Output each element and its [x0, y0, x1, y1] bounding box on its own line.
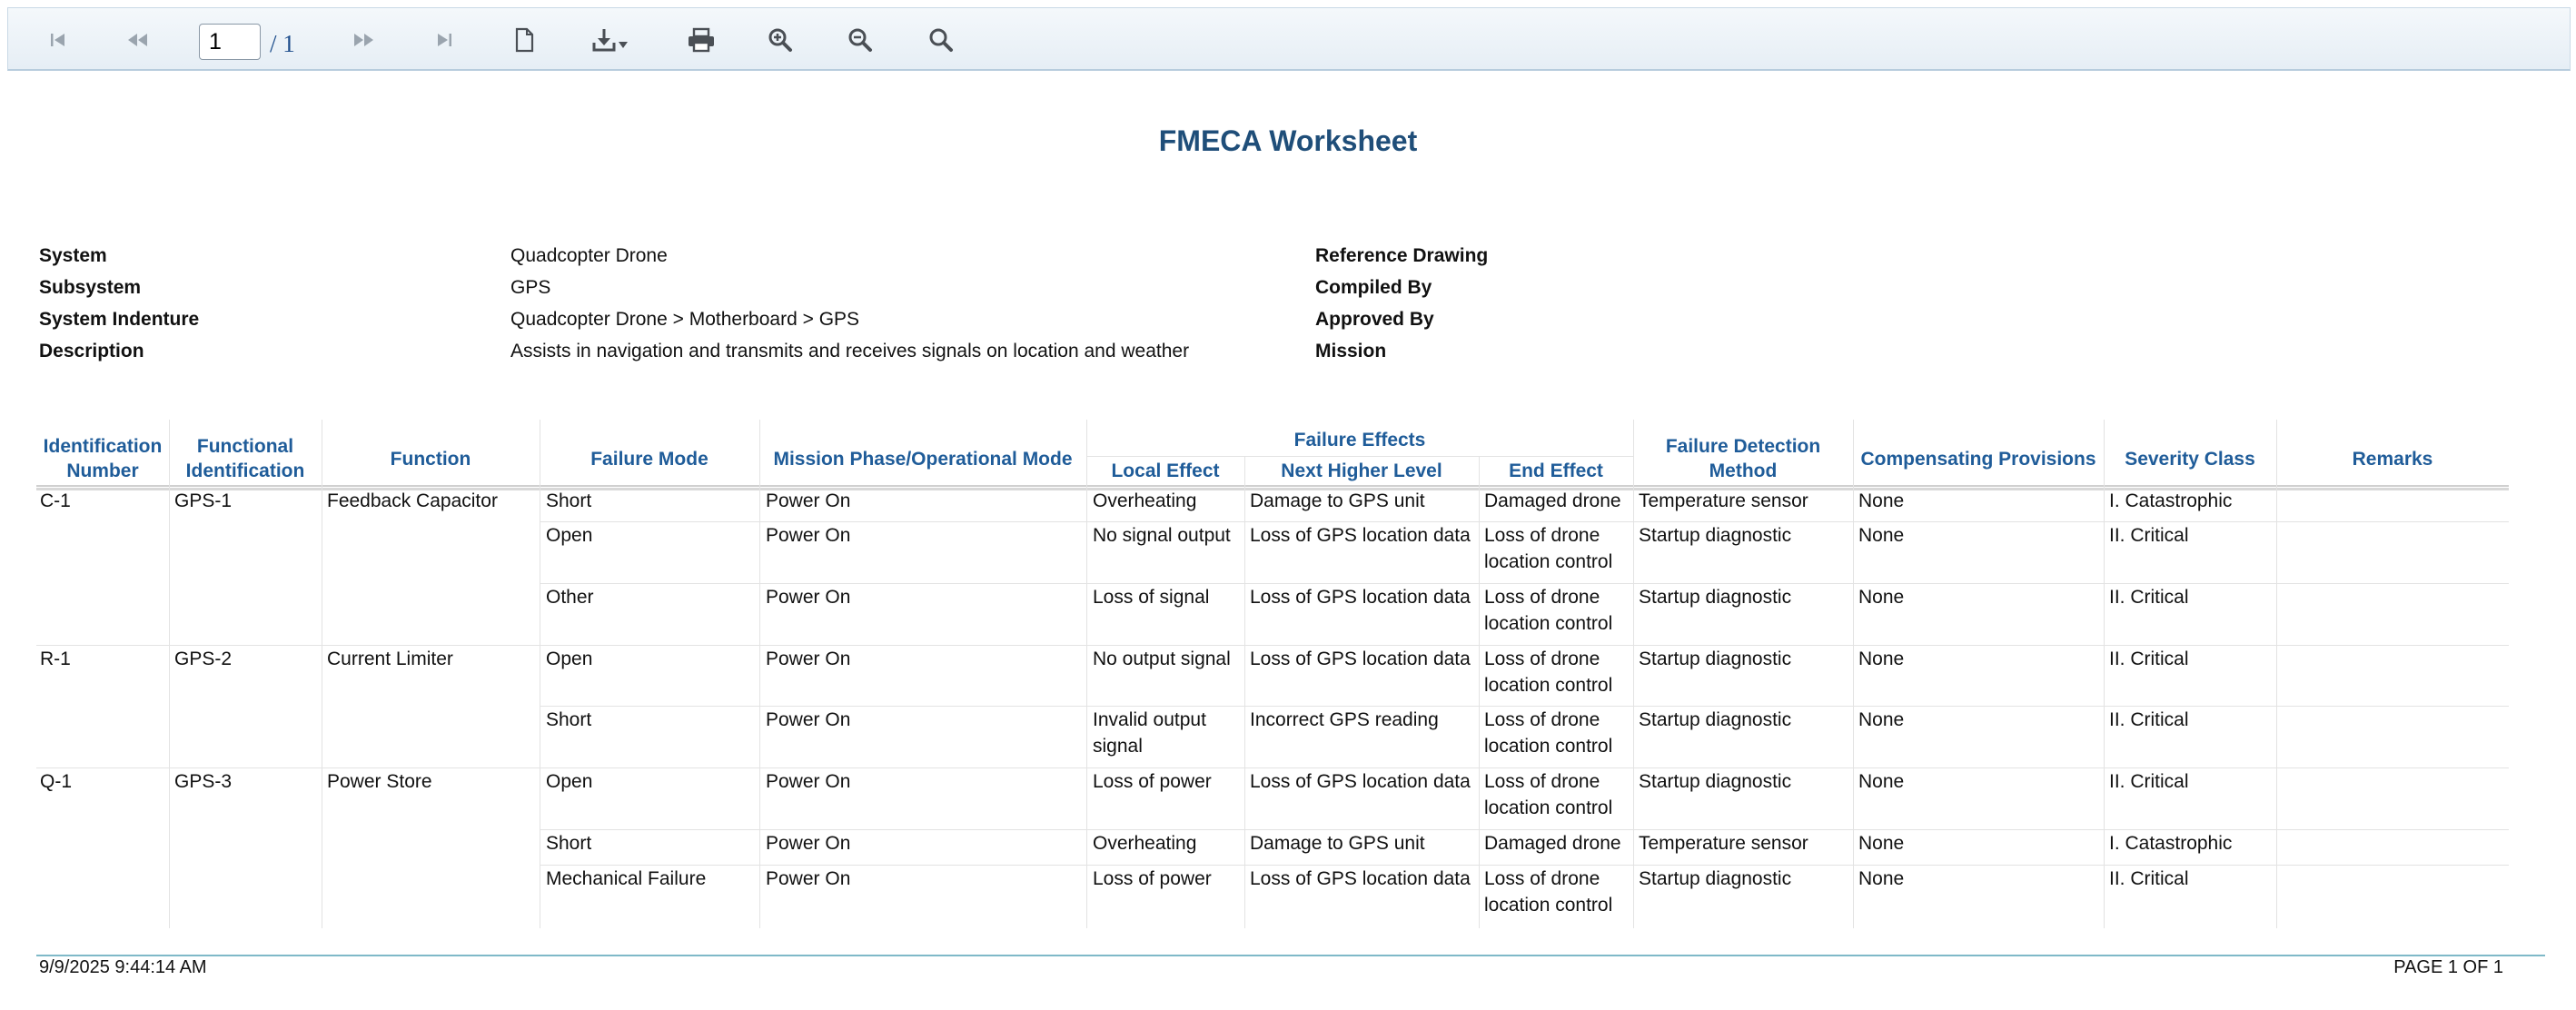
download-icon[interactable] — [590, 22, 637, 58]
cell-function: Power Store — [327, 771, 432, 792]
cell-local-effect: Overheating — [1093, 833, 1197, 854]
cell-compensating-provisions: None — [1858, 771, 1905, 792]
cell-detection-method: Startup diagnostic — [1639, 649, 1792, 669]
cell-mission-phase: Power On — [766, 771, 851, 792]
cell-local-effect: No output signal — [1093, 649, 1231, 669]
zoom-in-icon[interactable] — [762, 22, 798, 58]
cell-end-effect: Damaged drone — [1484, 490, 1621, 511]
info-value-subsystem: GPS — [510, 277, 551, 298]
info-label-indenture: System Indenture — [39, 309, 200, 330]
cell-end-effect: Damaged drone — [1484, 833, 1621, 854]
cell-local-effect: Invalid output signal — [1093, 709, 1206, 757]
cell-local-effect: Loss of power — [1093, 771, 1212, 792]
header-failure-mode: Failure Mode — [590, 448, 708, 470]
cell-compensating-provisions: None — [1858, 525, 1905, 546]
cell-local-effect: Loss of power — [1093, 868, 1212, 889]
col-divider — [1853, 420, 1854, 928]
cell-detection-method: Startup diagnostic — [1639, 868, 1792, 889]
cell-end-effect: Loss of drone location control — [1484, 868, 1613, 916]
footer-divider — [36, 955, 2545, 956]
header-local-effect: Local Effect — [1111, 460, 1220, 481]
col-divider — [2104, 420, 2105, 928]
info-label-reference-drawing: Reference Drawing — [1315, 245, 1489, 266]
col-divider — [169, 420, 170, 928]
header-function: Function — [390, 448, 471, 470]
cell-compensating-provisions: None — [1858, 490, 1905, 511]
cell-next-higher-level: Loss of GPS location data — [1250, 771, 1471, 792]
header-severity-class: Severity Class — [2125, 448, 2255, 470]
cell-severity-class: II. Critical — [2109, 649, 2189, 669]
cell-function: Feedback Capacitor — [327, 490, 498, 511]
cell-detection-method: Startup diagnostic — [1639, 525, 1792, 546]
cell-severity-class: II. Critical — [2109, 525, 2189, 546]
cell-identification-number: C-1 — [40, 490, 71, 511]
page-total: / 1 — [270, 30, 295, 57]
search-icon[interactable] — [923, 22, 959, 58]
cell-compensating-provisions: None — [1858, 649, 1905, 669]
header-identification-number: Identification Number — [43, 436, 163, 481]
header-next-higher-level: Next Higher Level — [1281, 460, 1442, 481]
cell-compensating-provisions: None — [1858, 709, 1905, 730]
cell-compensating-provisions: None — [1858, 833, 1905, 854]
cell-next-higher-level: Loss of GPS location data — [1250, 868, 1471, 889]
cell-compensating-provisions: None — [1858, 587, 1905, 608]
cell-mission-phase: Power On — [766, 649, 851, 669]
cell-detection-method: Startup diagnostic — [1639, 771, 1792, 792]
cell-functional-identification: GPS-2 — [174, 649, 233, 669]
info-value-system: Quadcopter Drone — [510, 245, 668, 266]
cell-mission-phase: Power On — [766, 587, 851, 608]
cell-next-higher-level: Loss of GPS location data — [1250, 587, 1471, 608]
cell-end-effect: Loss of drone location control — [1484, 709, 1613, 757]
info-label-description: Description — [39, 341, 144, 361]
col-divider — [1479, 456, 1480, 928]
cell-failure-mode: Open — [546, 771, 593, 792]
cell-end-effect: Loss of drone location control — [1484, 649, 1613, 696]
page-number-input[interactable] — [199, 24, 261, 60]
cell-detection-method: Startup diagnostic — [1639, 709, 1792, 730]
col-divider — [1086, 420, 1087, 928]
cell-mission-phase: Power On — [766, 868, 851, 889]
cell-functional-identification: GPS-1 — [174, 490, 233, 511]
cell-detection-method: Temperature sensor — [1639, 490, 1808, 511]
cell-next-higher-level: Damage to GPS unit — [1250, 490, 1425, 511]
info-value-description: Assists in navigation and transmits and receives signals on location and weather — [510, 341, 1190, 361]
cell-end-effect: Loss of drone location control — [1484, 771, 1613, 818]
document-icon[interactable] — [506, 22, 542, 58]
cell-local-effect: No signal output — [1093, 525, 1231, 546]
footer-timestamp: 9/9/2025 9:44:14 AM — [39, 957, 207, 977]
col-divider — [759, 420, 760, 928]
cell-severity-class: I. Catastrophic — [2109, 490, 2233, 511]
header-end-effect: End Effect — [1509, 460, 1603, 481]
cell-failure-mode: Mechanical Failure — [546, 868, 707, 889]
cell-mission-phase: Power On — [766, 525, 851, 546]
cell-compensating-provisions: None — [1858, 868, 1905, 889]
cell-function: Current Limiter — [327, 649, 453, 669]
cell-failure-mode: Open — [546, 525, 593, 546]
last-page-icon[interactable] — [426, 22, 462, 58]
report-toolbar — [7, 7, 2571, 71]
cell-failure-mode: Short — [546, 490, 592, 511]
cell-failure-mode: Open — [546, 649, 593, 669]
info-value-indenture: Quadcopter Drone > Motherboard > GPS — [510, 309, 860, 330]
header-subdivider — [1086, 456, 1633, 457]
next-page-icon[interactable] — [346, 22, 382, 58]
cell-failure-mode: Other — [546, 587, 594, 608]
header-failure-effects: Failure Effects — [1293, 429, 1426, 451]
report-title: FMECA Worksheet — [1158, 124, 1418, 157]
cell-failure-mode: Short — [546, 833, 592, 854]
header-remarks: Remarks — [2352, 448, 2433, 470]
cell-severity-class: II. Critical — [2109, 771, 2189, 792]
cell-failure-mode: Short — [546, 709, 592, 730]
fmeca-table — [36, 420, 2509, 928]
cell-next-higher-level: Loss of GPS location data — [1250, 525, 1471, 546]
cell-detection-method: Startup diagnostic — [1639, 587, 1792, 608]
previous-page-icon[interactable] — [119, 22, 155, 58]
cell-next-higher-level: Damage to GPS unit — [1250, 833, 1425, 854]
cell-next-higher-level: Loss of GPS location data — [1250, 649, 1471, 669]
footer-page-label: PAGE 1 OF 1 — [2393, 957, 2503, 977]
header-mission-phase: Mission Phase/Operational Mode — [773, 448, 1073, 470]
cell-detection-method: Temperature sensor — [1639, 833, 1808, 854]
first-page-icon[interactable] — [40, 22, 76, 58]
col-divider — [2276, 420, 2277, 928]
cell-next-higher-level: Incorrect GPS reading — [1250, 709, 1439, 730]
cell-end-effect: Loss of drone location control — [1484, 587, 1613, 634]
info-label-subsystem: Subsystem — [39, 277, 142, 298]
info-label-approved-by: Approved By — [1315, 309, 1434, 330]
info-label-compiled-by: Compiled By — [1315, 277, 1432, 298]
header-compensating-provisions: Compensating Provisions — [1860, 448, 2096, 470]
cell-mission-phase: Power On — [766, 709, 851, 730]
zoom-out-icon[interactable] — [842, 22, 878, 58]
header-failure-detection-method: Failure Detection Method — [1665, 436, 1821, 481]
cell-severity-class: II. Critical — [2109, 868, 2189, 889]
cell-local-effect: Loss of signal — [1093, 587, 1210, 608]
cell-severity-class: II. Critical — [2109, 709, 2189, 730]
header-functional-identification: Functional Identification — [185, 436, 305, 481]
cell-end-effect: Loss of drone location control — [1484, 525, 1613, 572]
cell-severity-class: II. Critical — [2109, 587, 2189, 608]
print-icon[interactable] — [680, 22, 722, 58]
cell-identification-number: R-1 — [40, 649, 71, 669]
header-rule — [36, 485, 2509, 487]
cell-identification-number: Q-1 — [40, 771, 73, 792]
info-label-mission: Mission — [1315, 341, 1387, 361]
cell-mission-phase: Power On — [766, 833, 851, 854]
cell-local-effect: Overheating — [1093, 490, 1197, 511]
info-label-system: System — [39, 245, 107, 266]
cell-severity-class: I. Catastrophic — [2109, 833, 2233, 854]
col-divider — [1633, 420, 1634, 928]
cell-functional-identification: GPS-3 — [174, 771, 233, 792]
cell-mission-phase: Power On — [766, 490, 851, 511]
